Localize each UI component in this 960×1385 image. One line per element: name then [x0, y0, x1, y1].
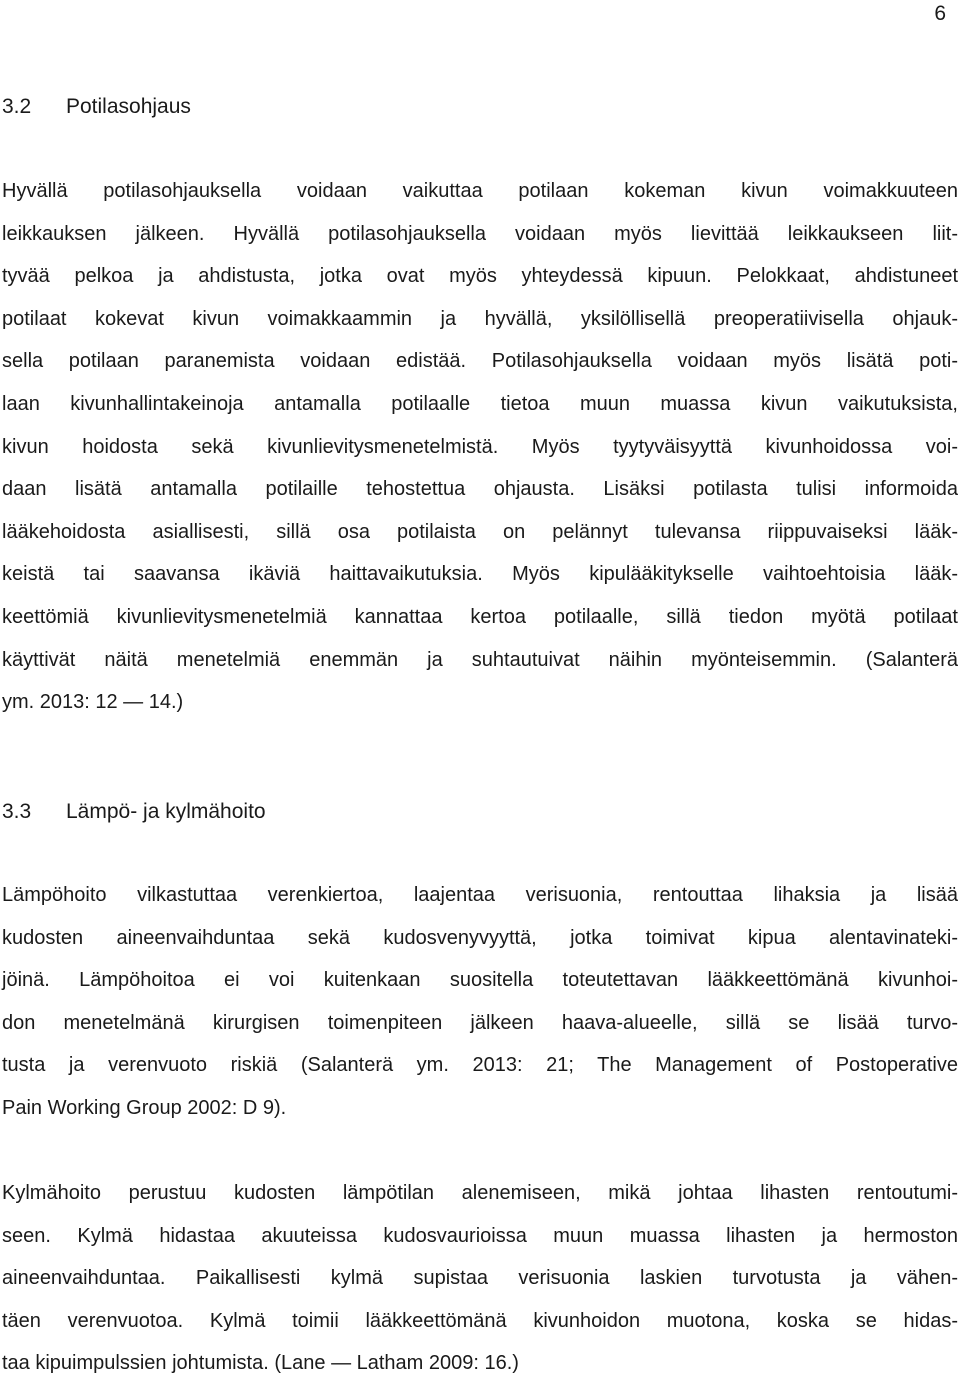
- text-line: taa kipuimpulssien johtumista. (Lane — Latham 2009: 16.): [2, 1352, 519, 1375]
- text-line: tyvää pelkoa ja ahdistusta, jotka ovat myös yhteydessä kipuun. Pelokkaat, ahdistuneet: [2, 265, 958, 288]
- text-line: Lämpöhoito vilkastuttaa verenkiertoa, laajentaa verisuonia, rentouttaa lihaksia ja lisää: [2, 884, 958, 906]
- text-line: käyttivät näitä menetelmiä enemmän ja suhtautuivat näihin myönteisemmin. (Salanterä: [2, 648, 958, 671]
- text-line: potilaat kokevat kivun voimakkaammin ja hyvällä, yksilöllisellä preoperatiivisella ohjauk-: [2, 307, 958, 330]
- text-line: Hyvällä potilasohjauksella voidaan vaikuttaa potilaan kokeman kivun voimakkuuteen: [2, 180, 958, 202]
- text-line: daan lisätä antamalla potilaille tehostettua ohjausta. Lisäksi potilasta tulisi informoida: [2, 478, 958, 501]
- text-line: jöinä. Lämpöhoitoa ei voi kuitenkaan suositella toteutettavan lääkkeettömänä kivunhoi-: [2, 969, 958, 992]
- section-title: Potilasohjaus: [66, 95, 191, 118]
- text-line: tusta ja verenvuoto riskiä (Salanterä ym. 2013: 21; The Management of Postoperative: [2, 1054, 958, 1077]
- text-line: kudosten aineenvaihduntaa sekä kudosvenyvyyttä, jotka toimivat kipua alentavinateki-: [2, 926, 958, 949]
- text-line: keistä tai saavansa ikäviä haittavaikutuksia. Myös kipulääkitykselle vaihtoehtoisia lääk-: [2, 563, 958, 586]
- section-title: Lämpö- ja kylmähoito: [66, 800, 266, 823]
- text-line: Pain Working Group 2002: D 9).: [2, 1096, 287, 1119]
- text-line: leikkauksen jälkeen. Hyvällä potilasohjauksella voidaan myös lievittää leikkaukseen liit-: [2, 222, 958, 245]
- text-line: don menetelmänä kirurgisen toimenpiteen jälkeen haava-alueelle, sillä se lisää turvo-: [2, 1011, 958, 1034]
- text-line: lääkehoidosta asiallisesti, sillä osa potilaista on pelännyt tulevansa riippuvaiseksi lääk-: [2, 520, 958, 543]
- page-number: 6: [934, 2, 946, 25]
- paragraph-lampohoito: [2, 874, 958, 1130]
- section-number: 3.2: [2, 95, 32, 118]
- text-line: ym. 2013: 12 — 14.): [2, 691, 184, 714]
- text-line: täen verenvuotoa. Kylmä toimii lääkkeettömänä kivunhoidon muotona, koska se hidas-: [2, 1309, 958, 1332]
- text-line: Kylmähoito perustuu kudosten lämpötilan alenemiseen, mikä johtaa lihasten rentoutumi-: [2, 1182, 958, 1204]
- paragraph-potilasohjaus: [2, 170, 958, 724]
- section-number: 3.3: [2, 800, 32, 823]
- text-line: kivun hoidosta sekä kivunlievitysmenetelmistä. Myös tyytyväisyyttä kivunhoidossa voi-: [2, 435, 958, 458]
- text-line: laan kivunhallintakeinoja antamalla potilaalle tietoa muun muassa kivun vaikutuksista,: [2, 392, 958, 415]
- text-line: aineenvaihduntaa. Paikallisesti kylmä supistaa verisuonia laskien turvotusta ja vähen-: [2, 1267, 958, 1290]
- text-line: keettömiä kivunlievitysmenetelmiä kannattaa kertoa potilaalle, sillä tiedon myötä potilaat: [2, 605, 958, 628]
- paragraph-kylmahoito: [2, 1172, 958, 1385]
- section-heading-3-2: [2, 95, 191, 119]
- text-line: seen. Kylmä hidastaa akuuteissa kudosvaurioissa muun muassa lihasten ja hermoston: [2, 1224, 958, 1247]
- text-line: sella potilaan paranemista voidaan edistää. Potilasohjauksella voidaan myös lisätä poti-: [2, 350, 958, 373]
- section-heading-3-3: [2, 800, 266, 824]
